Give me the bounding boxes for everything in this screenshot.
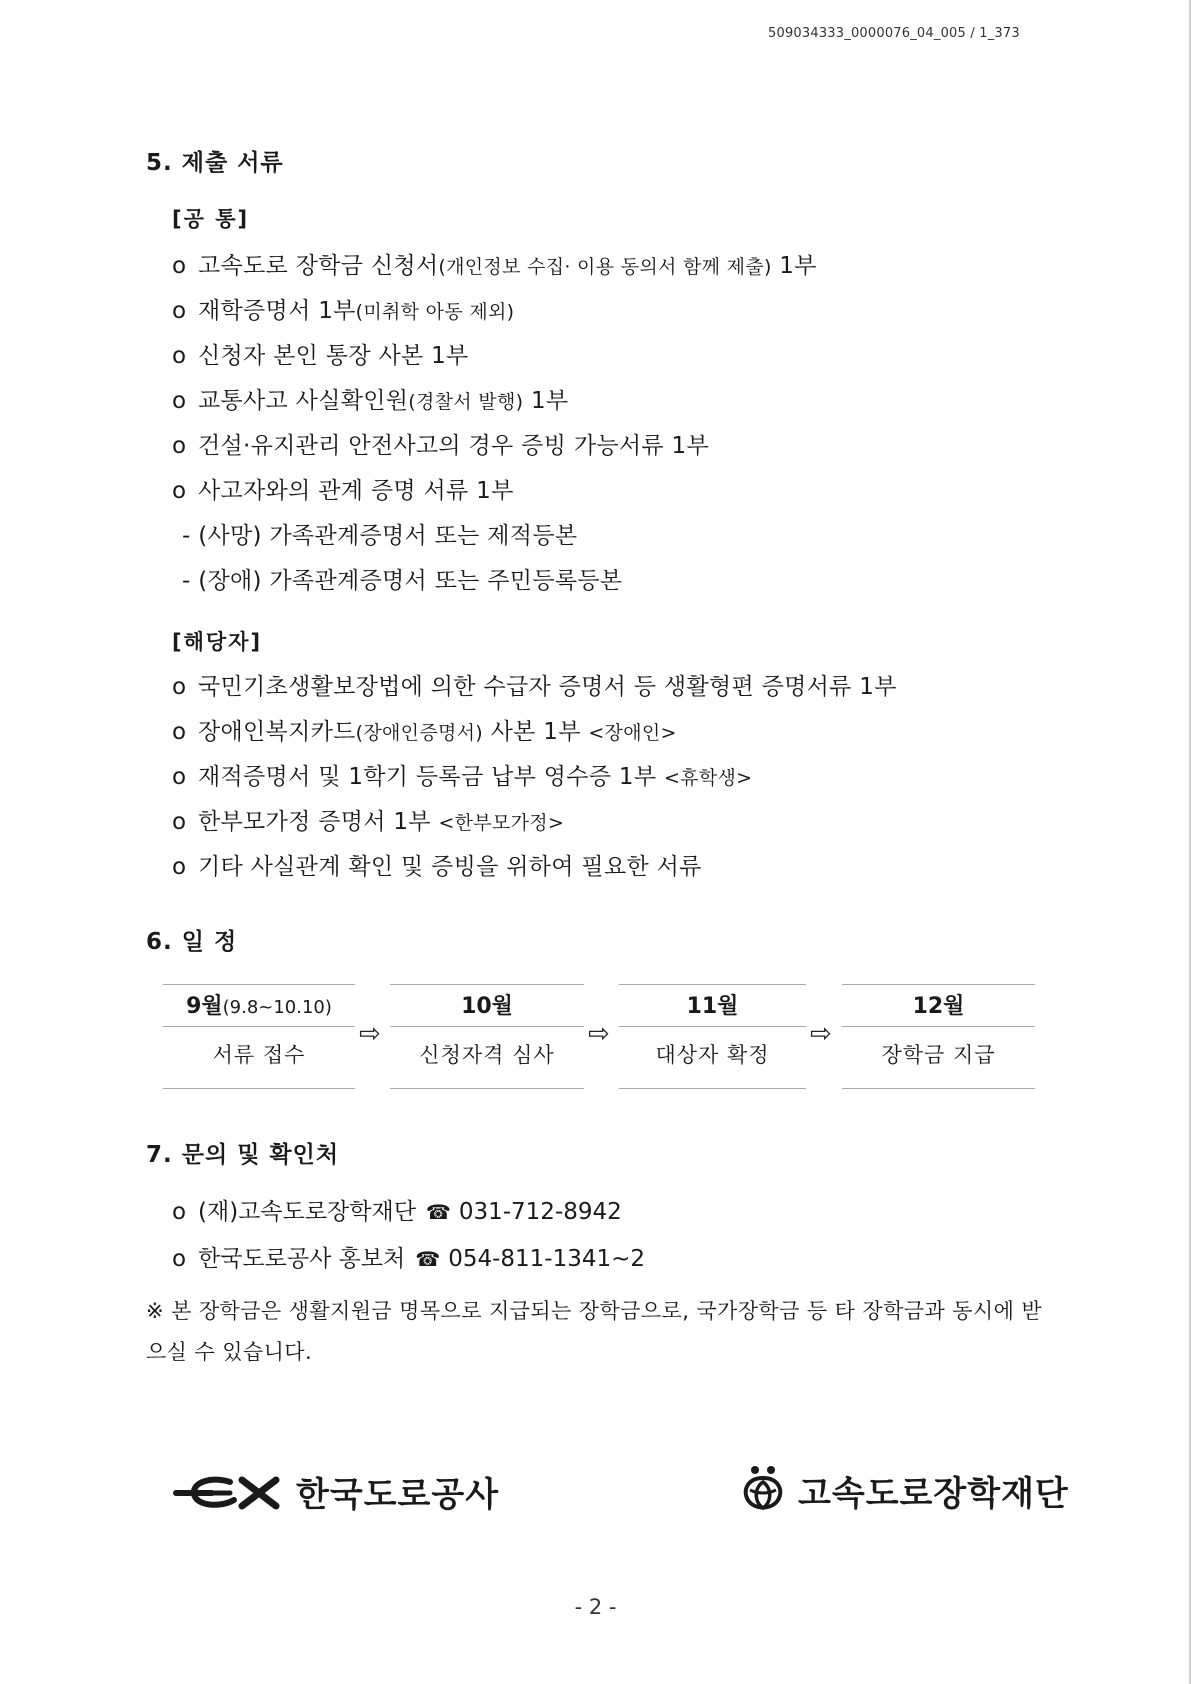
bullet: o: [172, 478, 187, 504]
bullet: o: [172, 719, 187, 745]
list-item: o 국민기초생활보장법에 의한 수급자 증명서 등 생활형편 증명서류 1부: [172, 674, 897, 700]
schedule-step: [390, 984, 584, 1089]
bullet: o: [172, 674, 187, 700]
bullet: o: [172, 1246, 187, 1272]
section-6-heading: 6. 일 정: [146, 929, 238, 955]
schedule-step: [163, 984, 355, 1089]
page-number: - 2 -: [574, 1595, 617, 1619]
contact-phone: 054-811-1341~2: [448, 1246, 646, 1272]
foundation-emblem-icon: [738, 1464, 788, 1516]
common-subheading: [공 통]: [172, 207, 250, 231]
logo-right-name: 고속도로장학재단: [798, 1473, 1069, 1514]
schedule-task: 장학금 지급: [881, 1043, 996, 1067]
schedule-month: 9월(9.8~10.10): [186, 994, 332, 1019]
schedule-month: 11월: [686, 994, 739, 1019]
list-item: o 건설·유지관리 안전사고의 경우 증빙 가능서류 1부: [172, 433, 709, 459]
list-item: o 고속도로 장학금 신청서(개인정보 수집· 이용 동의서 함께 제출) 1부: [172, 253, 817, 279]
contact-org: (재)고속도로장학재단: [198, 1199, 416, 1225]
arrow-right-icon: ⇨: [588, 1019, 610, 1049]
korea-expressway-logo: [172, 1467, 499, 1516]
phone-icon: ☎: [415, 1247, 441, 1271]
document-id: 509034333_0000076_04_005 / 1_373: [768, 26, 1020, 41]
bullet: o: [172, 343, 187, 369]
list-item: o 기타 사실관계 확인 및 증빙을 위하여 필요한 서류: [172, 854, 702, 880]
target-tag: <한부모가정>: [438, 812, 565, 834]
section-5-heading: 5. 제출 서류: [146, 150, 284, 176]
contact-phone: 031-712-8942: [458, 1199, 622, 1225]
bullet: o: [172, 764, 187, 790]
dash-item: - (장애) 가족관계증명서 또는 주민등록등본: [182, 568, 623, 594]
target-tag: <장애인>: [588, 722, 677, 744]
arrow-right-icon: ⇨: [810, 1019, 832, 1049]
ex-logo-icon: [172, 1472, 284, 1512]
schedule-month: 10월: [461, 994, 513, 1019]
scholarship-foundation-logo: [738, 1464, 1069, 1516]
section-7-heading: 7. 문의 및 확인처: [146, 1142, 340, 1168]
target-tag: <휴학생>: [663, 767, 753, 789]
relevant-subheading: [해당자]: [172, 630, 263, 654]
bullet: o: [172, 1199, 187, 1225]
arrow-right-icon: ⇨: [359, 1019, 381, 1049]
list-item: o 신청자 본인 통장 사본 1부: [172, 343, 469, 369]
contact-item: [172, 1193, 622, 1226]
list-item: o 재학증명서 1부(미취학 아동 제외): [172, 298, 515, 324]
list-item: o 교통사고 사실확인원(경찰서 발행) 1부: [172, 388, 569, 414]
schedule-task: 대상자 확정: [655, 1043, 770, 1067]
divider: [390, 1026, 584, 1027]
contact-org: 한국도로공사 홍보처: [198, 1246, 406, 1272]
schedule-step: [842, 984, 1035, 1089]
phone-icon: ☎: [425, 1200, 451, 1224]
schedule-month: 12월: [912, 994, 965, 1019]
bullet: o: [172, 253, 187, 279]
bullet: o: [172, 298, 187, 324]
divider: [842, 1026, 1035, 1027]
schedule-step: [619, 984, 806, 1089]
bullet: o: [172, 854, 187, 880]
list-item: o 장애인복지카드(장애인증명서) 사본 1부 <장애인>: [172, 719, 677, 745]
list-item: o 한부모가정 증명서 1부 <한부모가정>: [172, 809, 565, 835]
list-item: o 사고자와의 관계 증명 서류 1부: [172, 478, 514, 504]
list-item: o 재적증명서 및 1학기 등록금 납부 영수증 1부 <휴학생>: [172, 764, 753, 790]
logo-left-name: 한국도로공사: [296, 1475, 500, 1515]
schedule-task: 서류 접수: [212, 1043, 306, 1067]
bullet: o: [172, 433, 187, 459]
bullet: o: [172, 388, 187, 414]
contact-item: [172, 1240, 645, 1273]
dash-item: - (사망) 가족관계증명서 또는 제적등본: [182, 523, 578, 549]
divider: [163, 1026, 355, 1027]
bullet: o: [172, 809, 187, 835]
notice-text: ※ 본 장학금은 생활지원금 명목으로 지급되는 장학금으로, 국가장학금 등 타 장학금과 동시에 받으실 수 있습니다.: [146, 1299, 1043, 1364]
divider: [619, 1026, 806, 1027]
schedule-task: 신청자격 심사: [419, 1043, 555, 1067]
